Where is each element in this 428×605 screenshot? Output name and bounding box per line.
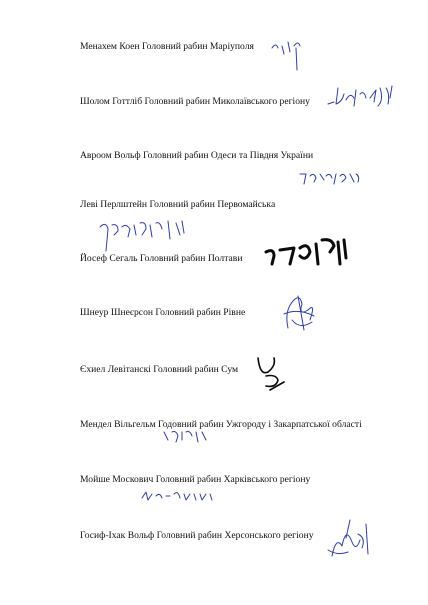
- signature-image: [140, 488, 216, 510]
- signature-image: [96, 217, 188, 255]
- signature-image: [260, 234, 350, 276]
- signature-image: [254, 352, 288, 396]
- signatory-text: Шолом Готтліб Головний рабин Миколаївського регіону: [80, 96, 310, 107]
- signature-image: [326, 84, 398, 114]
- signatory-text: Авроом Вольф Головний рабин Одеси та Півдня України: [80, 150, 314, 161]
- signature-image: [296, 168, 362, 190]
- signature-image: [268, 36, 308, 74]
- signature-image: [278, 290, 320, 334]
- signatory-text: Шнеур Шнеєрсон Головний рабин Рівне: [80, 307, 246, 318]
- signature-image: [160, 428, 210, 446]
- signatory-text: Єхиел Левітанскі Головний рабин Сум: [80, 364, 239, 375]
- signatory-text: Госиф-Іхак Вольф Головний рабин Херсонського регіону: [80, 530, 314, 541]
- signatory-text: Менахем Коен Головний рабин Маріуполя: [80, 41, 254, 52]
- signatory-text: Леві Перлштейн Головний рабин Первомайська: [80, 199, 276, 210]
- signatory-text: Мойше Москович Головний рабин Харківського регіону: [80, 474, 311, 485]
- signature-image: [322, 516, 372, 562]
- signatory-text: Мендел Вільгельм Годовний рабин Ужгороду і Закарпатської області: [80, 419, 362, 430]
- signatory-text: Йосеф Сегаль Головний рабин Полтави: [80, 253, 243, 264]
